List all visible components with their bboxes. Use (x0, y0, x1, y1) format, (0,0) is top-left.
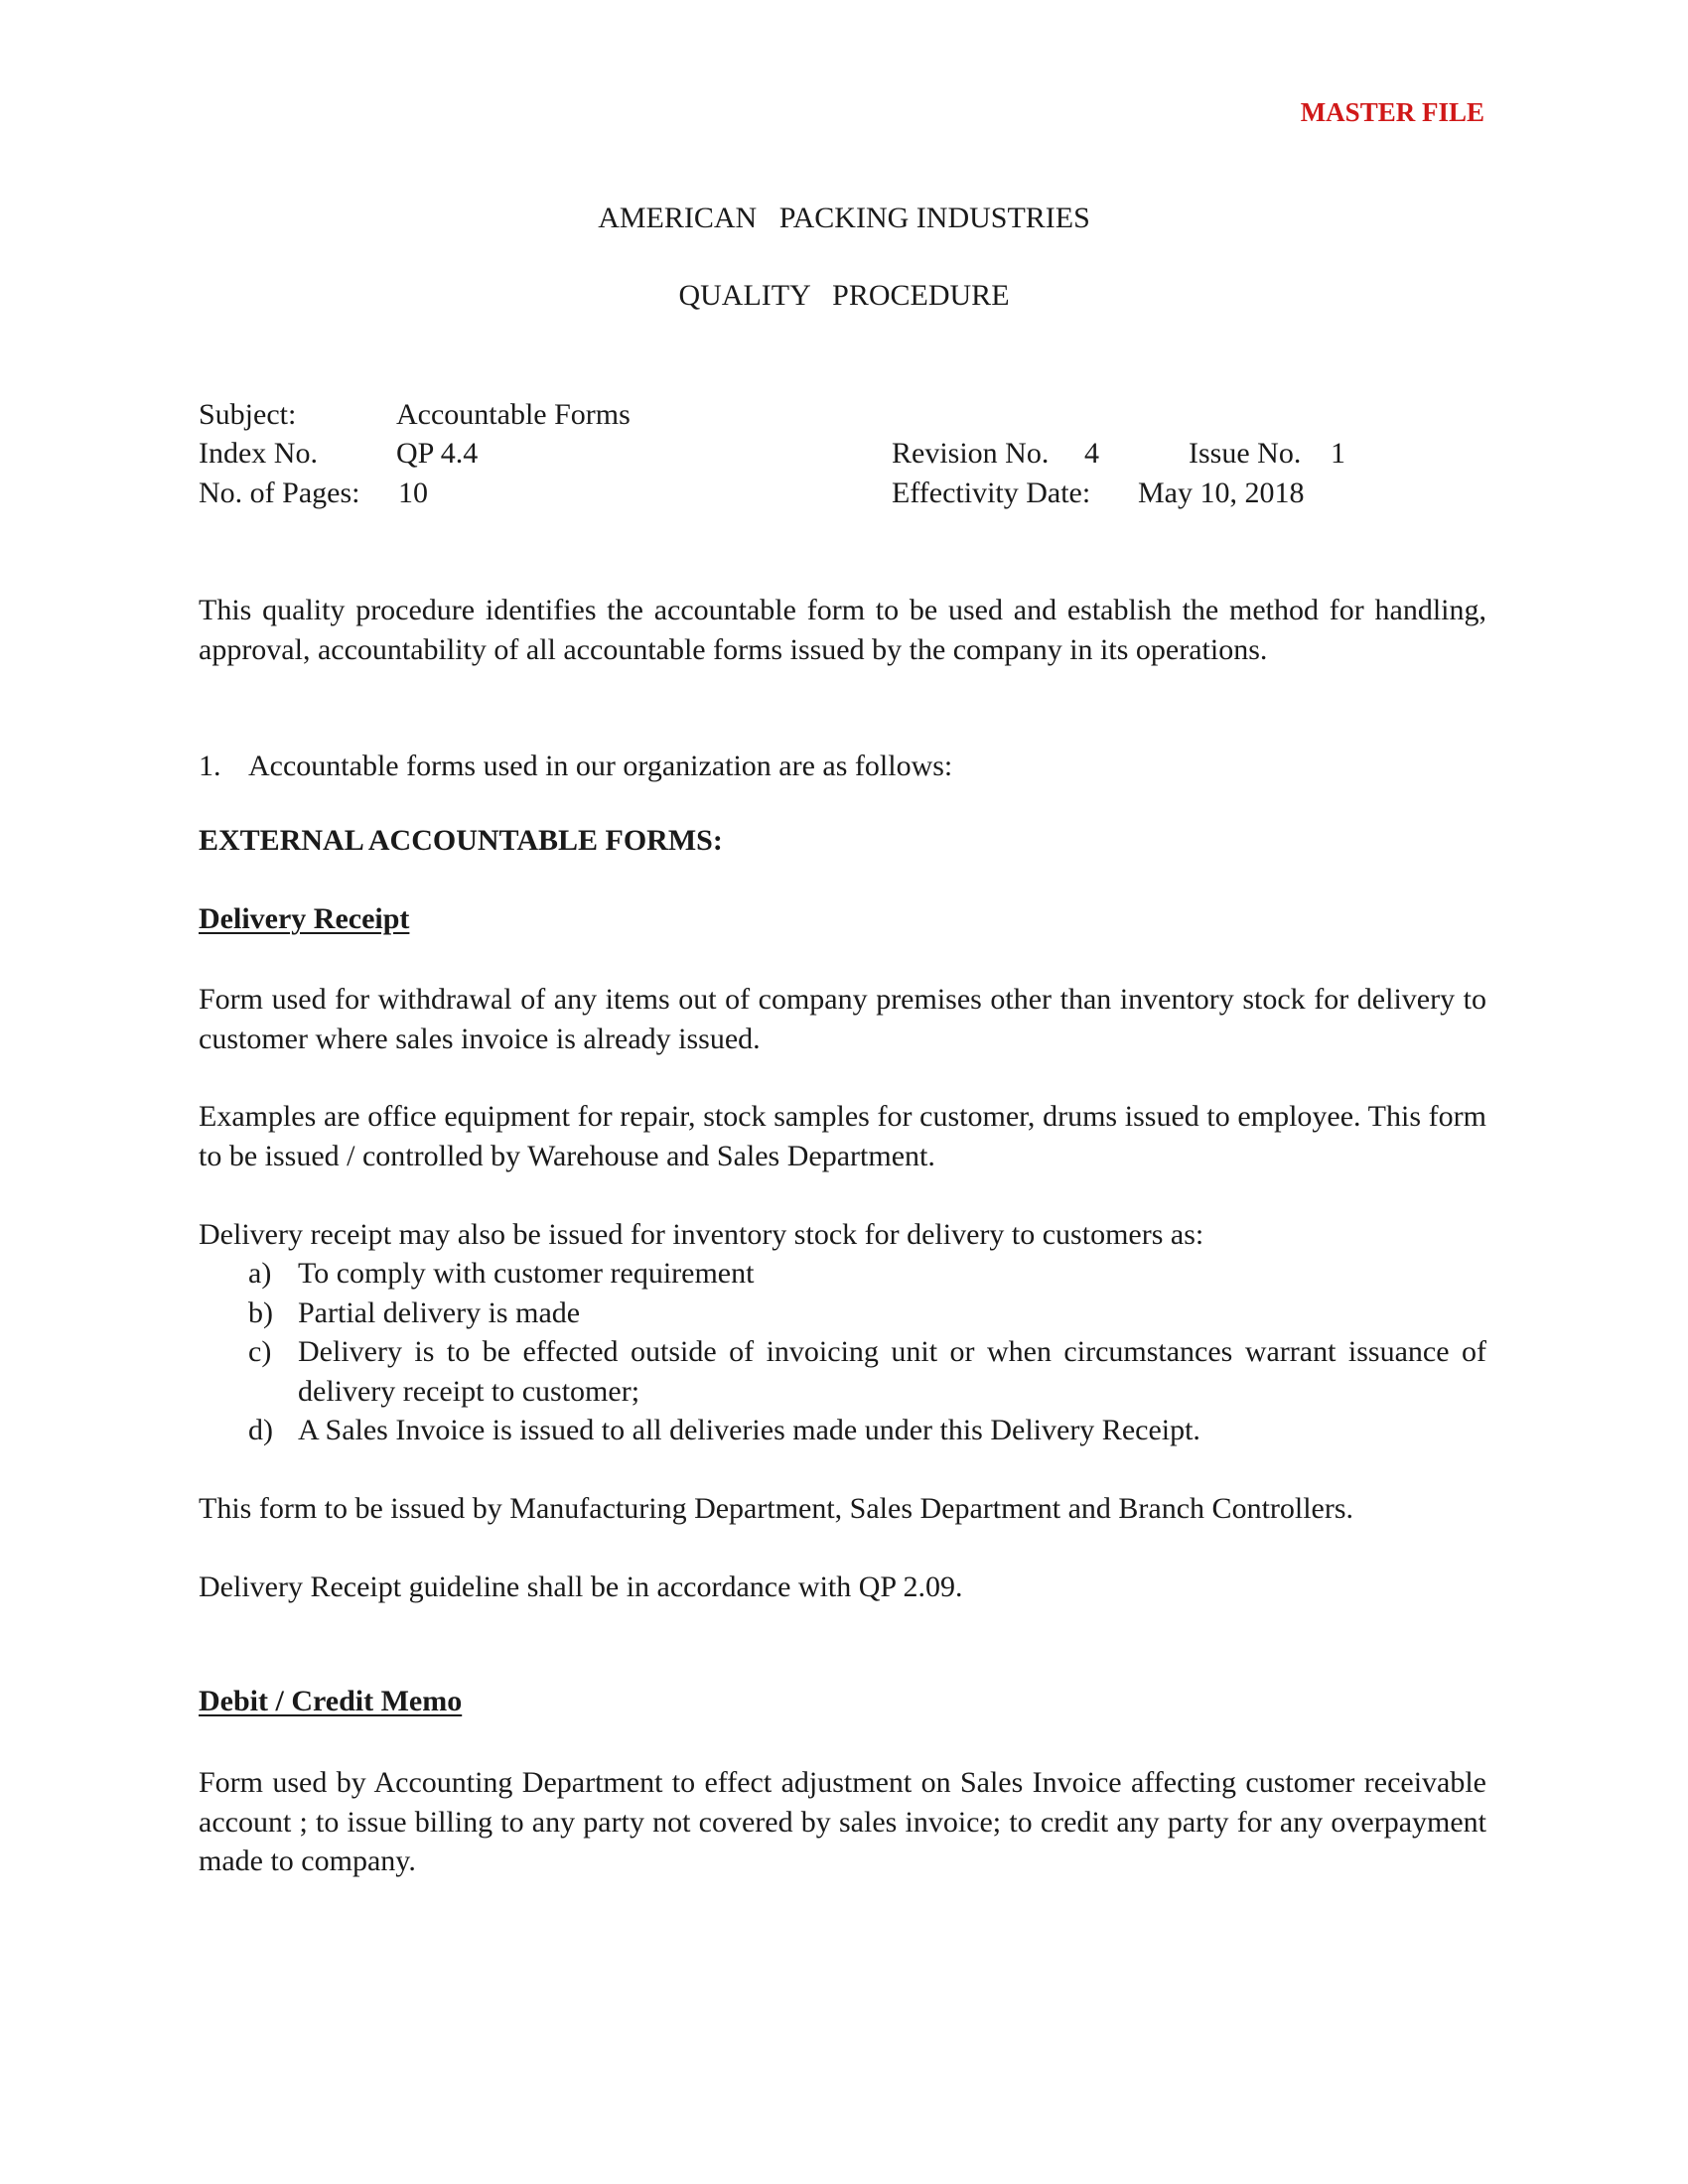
subject-label: Subject: (199, 398, 297, 431)
pages-label: No. of Pages: (199, 477, 360, 509)
list-item-text: Partial delivery is made (298, 1297, 581, 1329)
delivery-receipt-heading: Delivery Receipt (199, 902, 410, 935)
master-file-stamp: MASTER FILE (1300, 97, 1484, 127)
item-1-text: Accountable forms used in our organization are as follows: (248, 750, 953, 782)
effectivity-label: Effectivity Date: (892, 477, 1091, 509)
delivery-receipt-paragraph-1: Form used for withdrawal of any items out of company premises other than inventory stock for delivery to customer where sales invoice is already issued. (199, 983, 1486, 1055)
index-value: QP 4.4 (396, 437, 479, 470)
list-item (248, 1254, 1486, 1294)
delivery-receipt-paragraph-4: This form to be issued by Manufacturing Department, Sales Department and Branch Controllers. (199, 1492, 1354, 1525)
delivery-receipt-paragraph-3: Delivery receipt may also be issued for inventory stock for delivery to customers as: (199, 1218, 1204, 1251)
list-marker: c) (248, 1335, 272, 1368)
external-forms-heading: EXTERNAL ACCOUNTABLE FORMS: (199, 824, 723, 857)
revision-label: Revision No. (892, 437, 1050, 470)
pages-value: 10 (398, 477, 428, 509)
effectivity-value: May 10, 2018 (1138, 477, 1305, 509)
delivery-receipt-paragraph-5: Delivery Receipt guideline shall be in accordance with QP 2.09. (199, 1570, 963, 1603)
revision-value: 4 (1084, 437, 1099, 470)
company-name: AMERICAN PACKING INDUSTRIES (598, 202, 1090, 234)
list-item-text: To comply with customer requirement (298, 1257, 755, 1290)
list-item (248, 1294, 1486, 1333)
item-1-number: 1. (199, 750, 221, 782)
list-item (248, 1411, 1486, 1450)
list-marker: d) (248, 1414, 273, 1446)
list-marker: b) (248, 1297, 273, 1329)
issue-label: Issue No. (1189, 437, 1302, 470)
debit-credit-memo-heading: Debit / Credit Memo (199, 1685, 463, 1717)
intro-paragraph: This quality procedure identifies the accountable form to be used and establish the method for handling, approval, accountability of all accountable forms issued by the company in its operations. (199, 594, 1486, 666)
subject-value: Accountable Forms (396, 398, 631, 431)
debit-credit-memo-paragraph: Form used by Accounting Department to effect adjustment on Sales Invoice affecting customer receivable account ; to issue billing to any party not covered by sales invoice; to credit any party for any overpayment made to company. (199, 1766, 1486, 1877)
document-type: QUALITY PROCEDURE (678, 279, 1010, 312)
index-label: Index No. (199, 437, 318, 470)
list-marker: a) (248, 1257, 272, 1290)
list-item-text: Delivery is to be effected outside of invoicing unit or when circumstances warrant issuance of delivery receipt to customer; (298, 1335, 1486, 1408)
list-item-text: A Sales Invoice is issued to all deliveries made under this Delivery Receipt. (298, 1414, 1200, 1446)
delivery-receipt-paragraph-2: Examples are office equipment for repair, stock samples for customer, drums issued to employee. This form to be issued / controlled by Warehouse and Sales Department. (199, 1100, 1486, 1172)
issue-value: 1 (1331, 437, 1345, 470)
list-item (248, 1332, 1486, 1411)
